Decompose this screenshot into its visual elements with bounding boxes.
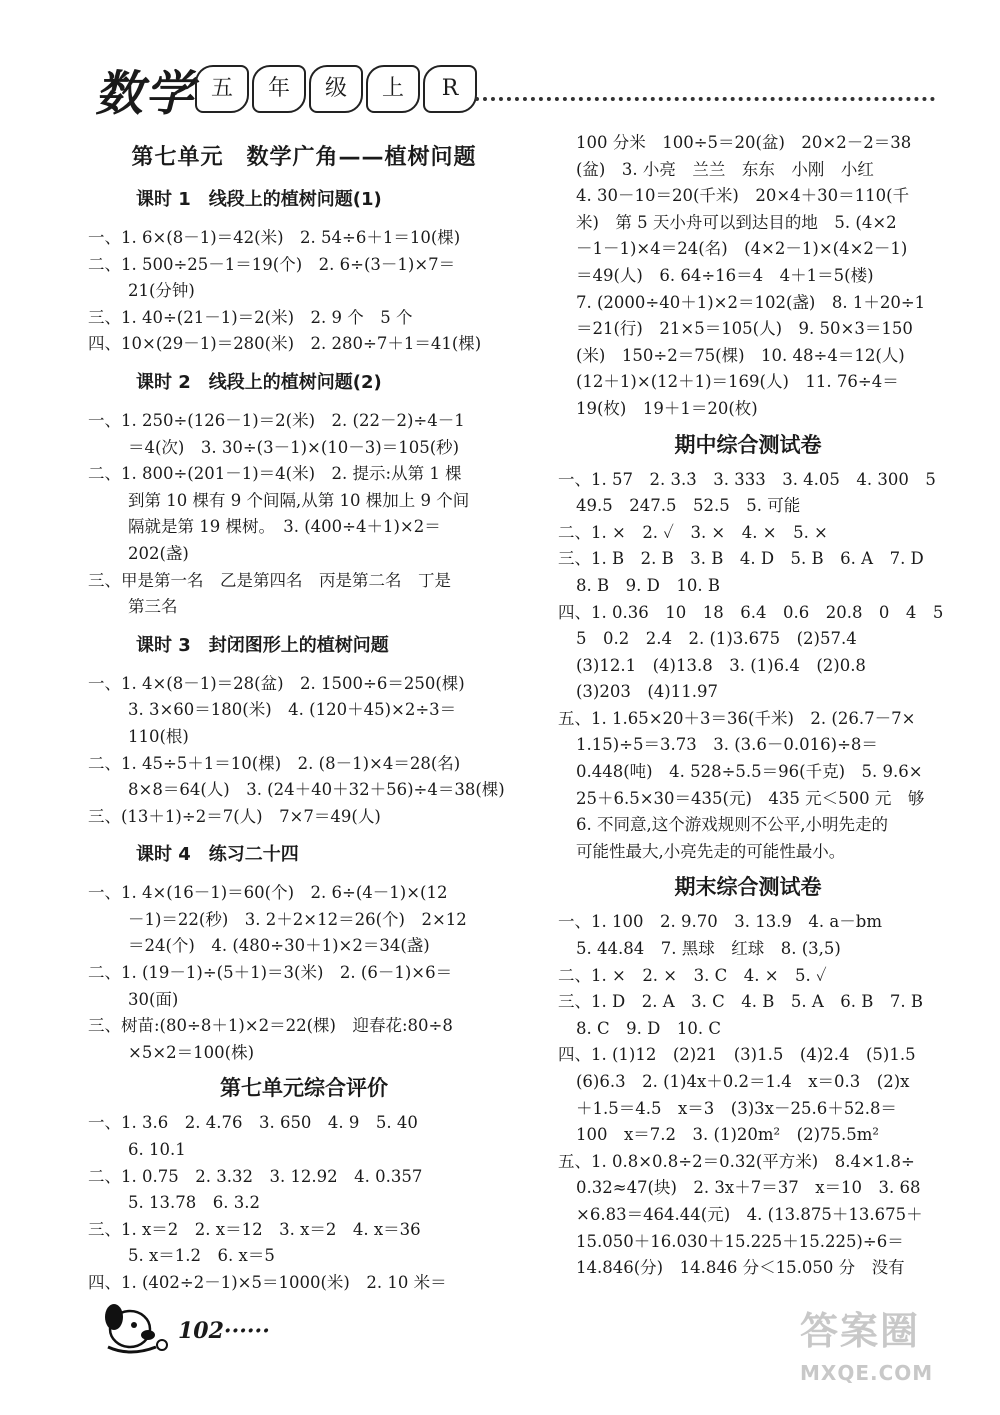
answer-line: (12＋1)×(12＋1)＝169(人) 11. 76÷4＝ [576,372,899,392]
answer-line: 6. 不同意,这个游戏规则不公平,小明先走的 [576,815,888,835]
answer-line: 到第 10 棵有 9 个间隔,从第 10 棵加上 9 个间 [128,490,470,510]
answer-line: 5. x＝1.2 6. x＝5 [128,1246,275,1266]
answer-line: ＝24(个) 4. (480÷30＋1)×2＝34(盏) [128,936,430,956]
answer-line: 7. (2000÷40＋1)×2＝102(盏) 8. 1＋20÷1 [576,292,926,312]
answer-line: 49.5 247.5 52.5 5. 可能 [576,496,801,516]
answer-line: －1)＝22(秒) 3. 2＋2×12＝26(个) 2×12 [128,909,467,929]
answer-line: 二、1. × 2. ✓ 3. × 4. × 5. × [558,522,828,542]
answer-line: ＝4(次) 3. 30÷(3－1)×(10－3)＝105(秒) [128,437,460,457]
answer-line: (6)6.3 2. (1)4x＋0.2＝1.4 x＝0.3 (2)x [576,1072,910,1091]
answer-line: 二、1. 500÷25－1＝19(个) 2. 6÷(3－1)×7＝ [88,254,456,274]
answer-line: 三、1. 40÷(21－1)＝2(米) 2. 9 个 5 个 [88,307,413,327]
answer-line: 五、1. 1.65×20＋3＝36(千米) 2. (26.7－7× [558,708,916,728]
answer-line: 隔就是第 19 棵树。 3. (400÷4＋1)×2＝ [128,517,441,537]
header-dotted-rule [475,97,935,101]
answer-line: 第三名 [128,597,178,617]
answer-line: ＝21(行) 21×5＝105(人) 9. 50×3＝150 [576,319,913,339]
answer-line: ＝49(人) 6. 64÷16＝4 4＋1＝5(楼) [576,265,874,285]
grade-chip: 五 [195,65,249,113]
answer-line: 一、1. 4×(8－1)＝28(盆) 2. 1500÷6＝250(棵) [88,673,465,693]
answer-line: (米) 150÷2＝75(棵) 10. 48÷4＝12(人) [576,345,905,365]
answer-line: 四、1. (1)12 (2)21 (3)1.5 (4)2.4 (5)1.5 [558,1045,916,1065]
section-heading: 期末综合测试卷 [674,875,822,900]
answer-line: 8. C 9. D 10. C [576,1018,721,1038]
answer-line: (3)203 (4)11.97 [576,682,718,702]
answer-line: 3. 3×60＝180(米) 4. (120＋45)×2÷3＝ [128,700,457,720]
lesson-heading: 课时 4 练习二十四 [136,844,299,866]
answer-line: 21(分钟) [128,281,195,301]
answer-line: 四、10×(29－1)＝280(米) 2. 280÷7＋1＝41(棵) [88,334,482,354]
answer-line: ×6.83＝464.44(元) 4. (13.875＋13.675＋ [576,1204,923,1224]
left-column [88,130,520,1297]
answer-line: 米) 第 5 天小舟可以到达目的地 5. (4×2 [576,212,897,232]
answer-line: 三、1. B 2. B 3. B 4. D 5. B 6. A 7. D [558,549,924,569]
answer-line: 三、树苗:(80÷8＋1)×2＝22(棵) 迎春花:80÷8 [88,1016,453,1036]
answer-line: 四、1. 0.36 10 18 6.4 0.6 20.8 0 4 5 [558,602,944,622]
answer-line: 一、1. 3.6 2. 4.76 3. 650 4. 9 5. 40 [88,1113,418,1133]
section-heading: 第七单元综合评价 [220,1076,388,1101]
grade-chip: 上 [366,65,420,113]
answer-line: 三、1. D 2. A 3. C 4. B 5. A 6. B 7. B [558,992,923,1012]
section-heading: 期中综合测试卷 [674,432,822,457]
answer-line: 四、1. (402÷2－1)×5＝1000(米) 2. 10 米＝ [88,1273,447,1292]
answer-line: 6. 10.1 [128,1140,186,1160]
lesson-heading: 课时 2 线段上的植树问题(2) [136,371,382,393]
answer-line: 8×8＝64(人) 3. (24＋40＋32＋56)÷4＝38(棵) [128,780,505,800]
lesson-heading: 课时 1 线段上的植树问题(1) [136,189,382,210]
watermark-logo [800,1300,970,1395]
answer-line: －1－1)×4＝24(名) (4×2－1)×(4×2－1) [576,239,908,259]
answer-line: 202(盏) [128,543,189,563]
answer-line: ×5×2＝100(株) [128,1042,255,1062]
lesson-heading: 课时 3 封闭图形上的植树问题 [136,634,389,656]
right-column [558,130,944,1282]
dog-mascot-icon [100,1295,172,1355]
answer-line: 15.050＋16.030＋15.225＋15.225)÷6＝ [576,1231,904,1251]
answer-line: 14.846(分) 14.846 分＜15.050 分 没有 [576,1258,905,1278]
grade-chip: 年 [252,65,306,113]
grade-chip: 级 [309,65,363,113]
answer-line: 三、1. x＝2 2. x＝12 3. x＝2 4. x＝36 [88,1219,421,1239]
answer-line: 一、1. 6×(8－1)＝42(米) 2. 54÷6＋1＝10(棵) [88,228,461,247]
subject-title: 数学 [95,66,196,122]
watermark-title: 答案圈 [800,1309,921,1353]
page-number: 102······ [178,1318,270,1344]
answer-line: 25＋6.5×30＝435(元) 435 元＜500 元 够 [576,788,925,808]
answer-line: 5 0.2 2.4 2. (1)3.675 (2)57.4 [576,629,857,649]
page-header [95,55,935,125]
answer-line: (3)12.1 (4)13.8 3. (1)6.4 (2)0.8 [576,655,866,675]
answer-line: 五、1. 0.8×0.8÷2＝0.32(平方米) 8.4×1.8÷ [558,1151,915,1171]
unit-title: 第七单元 数学广角——植树问题 [131,145,477,170]
answer-line: 可能性最大,小亮先走的可能性最小。 [576,841,846,861]
answer-line: 一、1. 250÷(126－1)＝2(米) 2. (22－2)÷4－1 [88,410,465,430]
answer-line: 三、(13＋1)÷2＝7(人) 7×7＝49(人) [88,806,381,826]
grade-chip: R [423,65,477,113]
answer-line: 二、1. 800÷(201－1)＝4(米) 2. 提示:从第 1 棵 [88,464,462,484]
answer-line: ＋1.5＝4.5 x＝3 (3)3x－25.6＋52.8＝ [576,1098,897,1118]
answer-line: 一、1. 4×(16－1)＝60(个) 2. 6÷(4－1)×(12 [88,883,448,903]
answer-line: 二、1. 0.75 2. 3.32 3. 12.92 4. 0.357 [88,1166,423,1186]
answer-line: 5. 13.78 6. 3.2 [128,1193,260,1213]
answer-line: 5. 44.84 7. 黑球 红球 8. (3,5) [576,939,841,959]
answer-line: 100 分米 100÷5＝20(盆) 20×2－2＝38 [576,133,912,152]
answer-line: 1.15)÷5＝3.73 3. (3.6－0.016)÷8＝ [576,735,878,755]
answer-line: 二、1. (19－1)÷(5＋1)＝3(米) 2. (6－1)×6＝ [88,963,453,983]
answer-line: 一、1. 100 2. 9.70 3. 13.9 4. a－bm [558,912,882,932]
answer-line: 100 x＝7.2 3. (1)20m² (2)75.5m² [576,1125,880,1145]
answer-line: 8. B 9. D 10. B [576,575,720,595]
watermark-url: MXQE.COM [800,1361,934,1385]
answer-line: 19(枚) 19＋1＝20(枚) [576,398,758,418]
answer-line: 4. 30－10＝20(千米) 20×4＋30＝110(千 [576,186,910,206]
answer-line: 三、甲是第一名 乙是第四名 丙是第二名 丁是 [88,570,451,590]
answer-line: 二、1. × 2. × 3. C 4. × 5. ✓ [558,965,827,985]
answer-line: 0.32≈47(块) 2. 3x＋7＝37 x＝10 3. 68 [576,1178,921,1198]
answer-line: 110(根) [128,726,189,746]
answer-line: 二、1. 45÷5＋1＝10(棵) 2. (8－1)×4＝28(名) [88,753,461,773]
answer-line: (盆) 3. 小亮 兰兰 东东 小刚 小红 [576,159,874,179]
answer-line: 0.448(吨) 4. 528÷5.5＝96(千克) 5. 9.6× [576,762,923,782]
answer-line: 一、1. 57 2. 3.3̇ 3. 333 3. 4.05 4. 300 5 [558,469,936,489]
answer-line: 30(面) [128,989,179,1009]
